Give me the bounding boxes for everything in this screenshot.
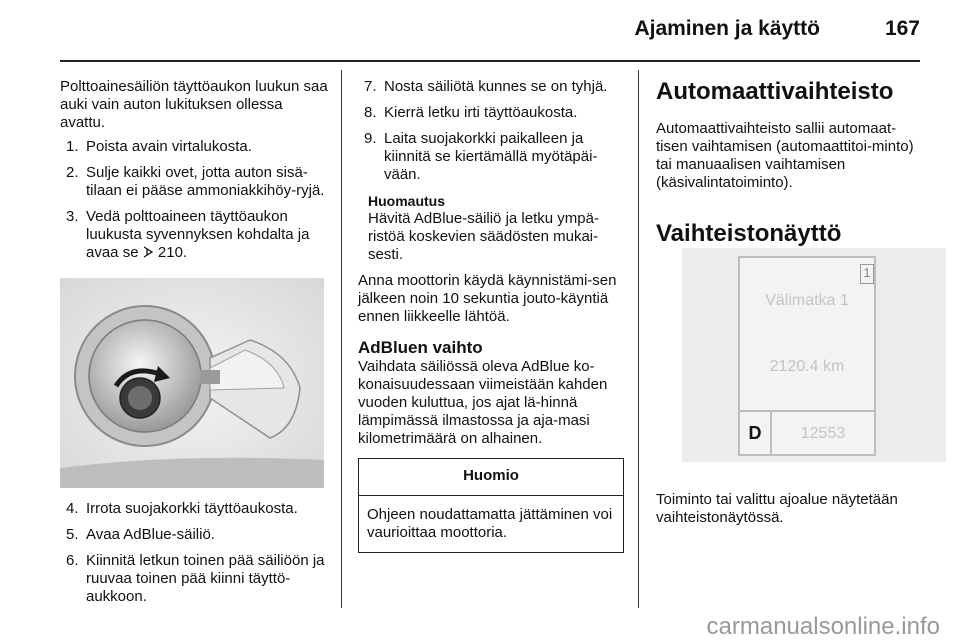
list-item <box>60 208 330 262</box>
page-reference[interactable]: 210. <box>157 244 188 261</box>
idle-paragraph: Anna moottorin käydä käynnistämi-sen jälkeen noin 10 sekuntia jouto-käyntiä ennen liikkeelle lähtöä. <box>358 272 617 325</box>
display-caption-block <box>656 476 926 542</box>
step-text: Kiinnitä letkun toinen pää säiliöön ja ruuvaa toinen pää kiinni täyttö-aukkoon. <box>86 552 325 605</box>
step-number: 4. <box>66 500 79 517</box>
caution-box <box>358 458 624 553</box>
header-title: Ajaminen ja käyttö <box>634 17 820 40</box>
list-item <box>60 164 330 200</box>
intro-paragraph: Polttoainesäiliön täyttöaukon luukun saa auki vain auton lukituksen ollessa avattu. <box>60 78 328 131</box>
list-item <box>358 130 626 184</box>
section-intro: Automaattivaihteisto sallii automaat-tisen vaihtamisen (automaattitoi-minto) tai manuaalisen vaihtamisen (käsivalintatoiminto). <box>656 120 914 191</box>
step-text: Laita suojakorkki paikalleen ja kiinnitä se kiertämällä myötäpäi-vään. <box>384 130 598 183</box>
display-heading: Vaihteistonäyttö <box>656 220 842 247</box>
step-number: 8. <box>364 104 377 121</box>
fuel-filler-illustration <box>60 278 324 488</box>
arrow-ref-icon <box>143 246 154 258</box>
column-divider-1 <box>341 70 342 608</box>
trip-label: Välimatka 1 <box>765 292 849 309</box>
watermark: carmanualsonline.info <box>706 613 940 640</box>
list-item <box>60 500 330 518</box>
list-item <box>60 552 330 606</box>
step-text: Avaa AdBlue-säiliö. <box>86 526 215 543</box>
steps-list-c <box>358 78 626 184</box>
step-number: 1. <box>66 138 79 155</box>
list-item <box>358 104 626 122</box>
flap-hinge <box>200 370 220 384</box>
adblue-paragraph: Vaihdata säiliössä oleva AdBlue ko-konaisuudessaan viimeistään kahden vuoden kuluttua, jos ajat lä-hinnä lämpimässä ilmastossa ja aja-masi kilometrimäärä on alhainen. <box>358 358 608 447</box>
gear-indicator: D <box>748 423 762 443</box>
note-text: Hävitä AdBlue-säiliö ja letku ympä-ristöä koskevien säädösten mukai-sesti. <box>368 210 599 263</box>
note <box>368 192 626 264</box>
steps-block-b <box>60 500 330 614</box>
step-number: 6. <box>66 552 79 569</box>
step-number: 5. <box>66 526 79 543</box>
column-3 <box>656 78 926 248</box>
adblue-heading: AdBluen vaihto <box>358 338 483 357</box>
page-indicator: 1 <box>860 264 874 284</box>
display-divider <box>740 410 874 412</box>
step-text: Irrota suojakorkki täyttöaukosta. <box>86 500 298 517</box>
list-item <box>60 526 330 544</box>
step-text: Kierrä letku irti täyttöaukosta. <box>384 104 578 121</box>
column-2 <box>358 78 626 553</box>
list-item <box>358 78 626 96</box>
page-number: 167 <box>884 17 920 40</box>
trip-value: 2120.4 km <box>769 358 845 375</box>
section-heading: Automaattivaihteisto <box>656 78 894 105</box>
caution-text: Ohjeen noudattamatta jättäminen voi vaurioittaa moottoria. <box>367 506 613 541</box>
caution-title: Huomio <box>359 459 623 496</box>
transmission-display-figure <box>682 248 946 462</box>
step-number: 9. <box>364 130 377 147</box>
odometer-value: 12553 <box>800 425 846 442</box>
header-rule <box>60 60 920 62</box>
steps-list-a <box>60 138 330 262</box>
step-text: Nosta säiliötä kunnes se on tyhjä. <box>384 78 608 95</box>
steps-list-b <box>60 500 330 606</box>
step-number: 3. <box>66 208 79 225</box>
step-text: Sulje kaikki ovet, jotta auton sisä-tilaan ei pääse ammoniakkihöy-ryjä. <box>86 164 325 199</box>
step-number: 2. <box>66 164 79 181</box>
display-caption: Toiminto tai valittu ajoalue näytetään vaihteistonäytössä. <box>656 491 898 526</box>
column-divider-2 <box>638 70 639 608</box>
step-text: Vedä polttoaineen täyttöaukon luukusta syvennyksen kohdalta ja avaa se <box>86 208 310 261</box>
cap-center <box>128 386 152 410</box>
note-title: Huomautus <box>368 193 445 209</box>
step-text: Poista avain virtalukosta. <box>86 138 252 155</box>
list-item <box>60 138 330 156</box>
display-frame <box>738 256 876 456</box>
column-1 <box>60 78 330 270</box>
step-number: 7. <box>364 78 377 95</box>
